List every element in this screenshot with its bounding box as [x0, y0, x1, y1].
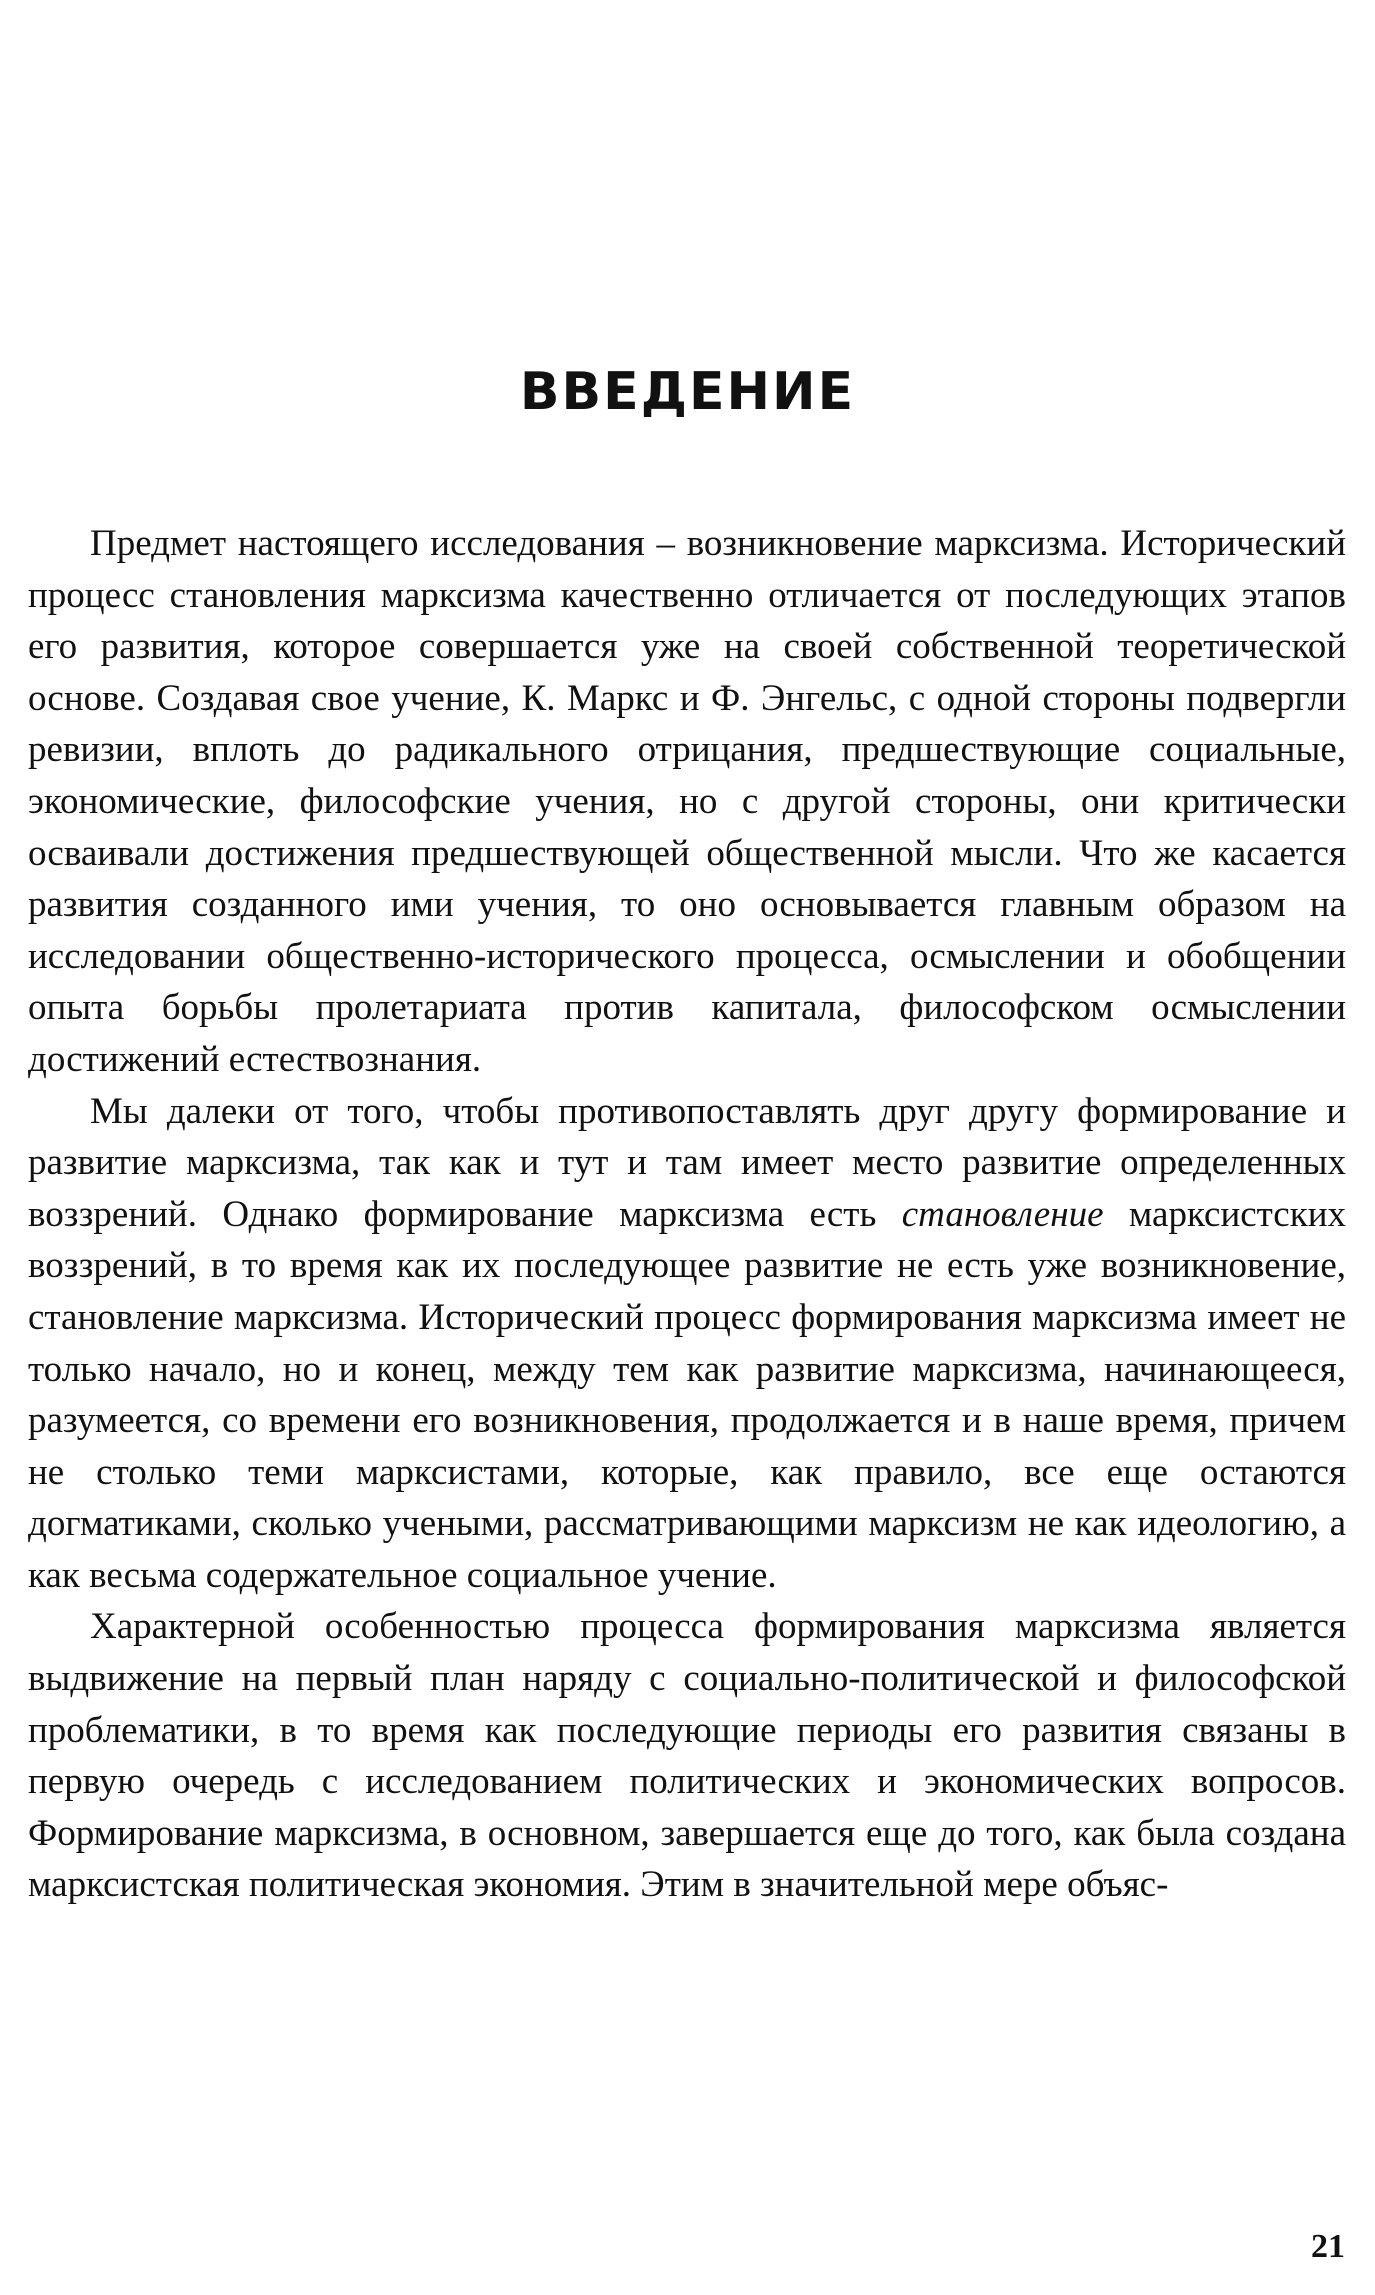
chapter-heading: ВВЕДЕНИЕ [519, 362, 856, 422]
paragraph-2-after: марксистских воззрений, в то время как их последующее развитие не есть уже возникновение, становление марксизма. Исторический процесс формирования марксизма имеет не только начало, но и конец, между тем как развитие марксизма, начинающееся, разумеется, со времени его возникновения, продолжается и в наше время, причем не столько теми марксистами, которые, как правило, все еще остаются догматиками, сколько учеными, рассматривающими марксизм не как идеологию, а как весьма содержательное социальное учение. [28, 1193, 1346, 1596]
paragraph-2 [28, 1086, 1346, 1602]
body-text [28, 518, 1346, 1911]
page-number: 21 [1311, 2228, 1345, 2265]
paragraph-1: Предмет настоящего исследования – возникновение марксизма. Исторический процесс становления марксизма качественно отличается от последующих этапов его развития, которое совершается уже на своей собственной теоретической основе. Создавая свое учение, К. Маркс и Ф. Энгельс, с одной стороны подвергли ревизии, вплоть до радикального отрицания, предшествующие социальные, экономические, философские учения, но с другой стороны, они критически осваивали достижения предшествующей общественной мысли. Что же касается развития созданного ими учения, то оно основывается главным образом на исследовании общественно-исторического процесса, осмыслении и обобщении опыта борьбы пролетариата против капитала, философском осмыслении достижений естествознания. [28, 523, 1346, 1080]
paragraph-3: Характерной особенностью процесса формирования марксизма является выдвижение на первый план наряду с социально-политической и философской проблематики, в то время как последующие периоды его развития связаны в первую очередь с исследованием политических и экономических вопросов. Формирование марксизма, в основном, завершается еще до того, как была создана марксистская политическая экономия. Этим в значительной мере объяс- [28, 1606, 1346, 1906]
paragraph-2-emphasis: становление [901, 1193, 1104, 1235]
paragraph-2-before: Мы далеки от того, чтобы противопоставлять друг другу формирование и развитие марксизма, так как и тут и там имеет место развитие определенных воззрений. Однако формирование марксизма есть [28, 1090, 1346, 1235]
